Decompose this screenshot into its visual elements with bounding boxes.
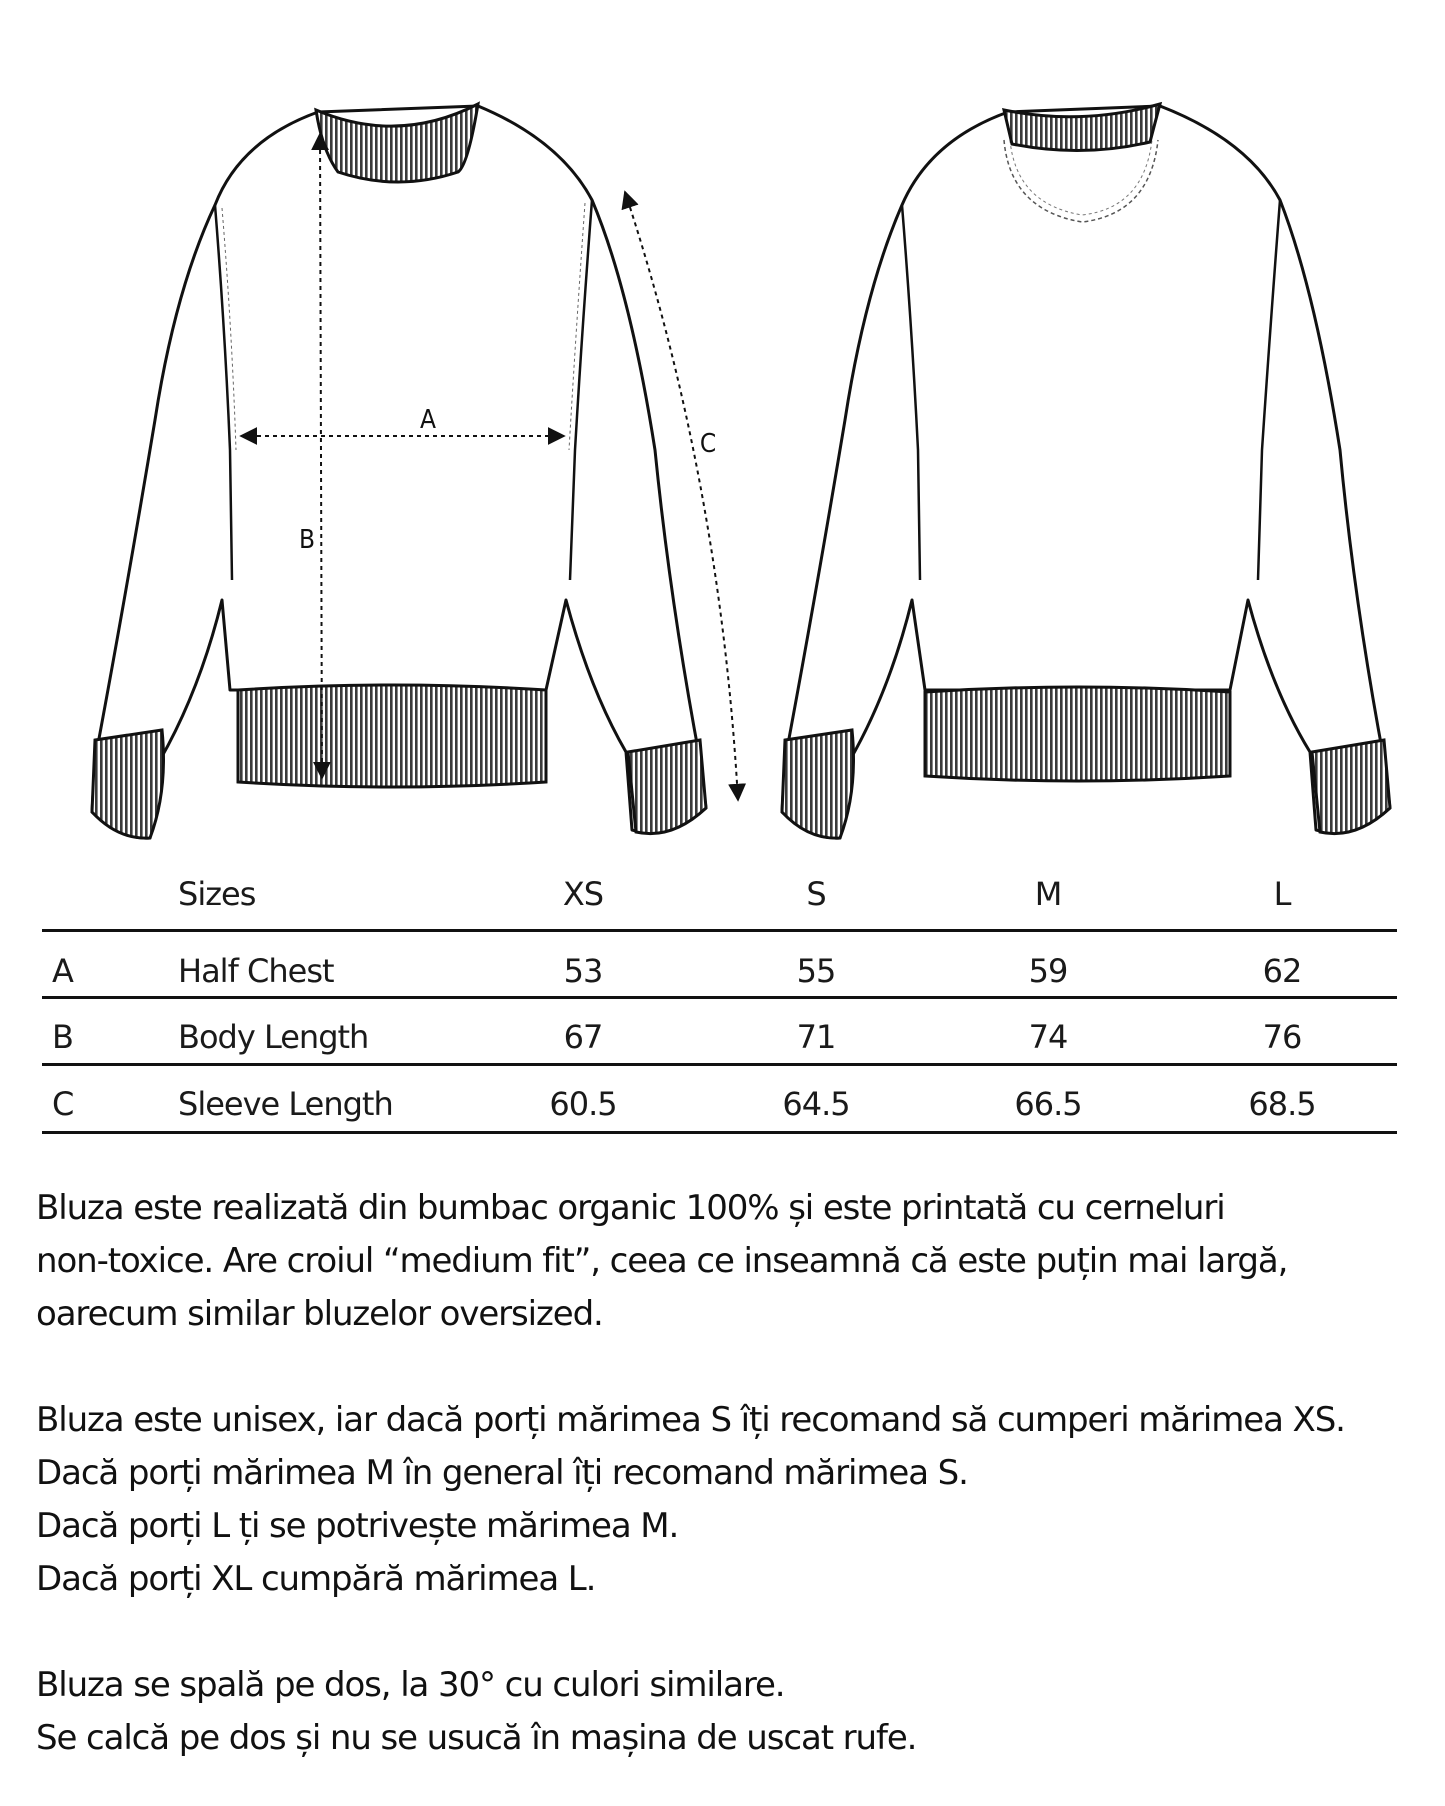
- table-cell: 64.5: [782, 1085, 850, 1123]
- table-cell: 55: [796, 952, 836, 990]
- row-measurement-name: Body Length: [178, 1018, 369, 1056]
- table-cell: 74: [1028, 1018, 1068, 1056]
- garment-diagrams: [0, 0, 1445, 860]
- size-header-s: S: [806, 875, 826, 913]
- sizing-advice-line: Dacă porți XL cumpără mărimea L.: [36, 1559, 596, 1599]
- dimension-b-label: B: [298, 525, 316, 555]
- table-cell: 68.5: [1248, 1085, 1316, 1123]
- size-header-l: L: [1273, 875, 1291, 913]
- care-instructions-line: Se calcă pe dos și nu se usucă în mașina de uscat rufe.: [36, 1718, 917, 1758]
- sizing-advice-line: Bluza este unisex, iar dacă porți mărimea S îți recomand să cumperi mărimea XS.: [36, 1400, 1345, 1440]
- size-chart-table: [42, 860, 1397, 1140]
- row-measurement-name: Sleeve Length: [178, 1085, 393, 1123]
- product-description: [36, 1182, 1436, 1765]
- front-right-cuff-rib: [628, 740, 706, 834]
- description-line: oarecum similar bluzelor oversized.: [36, 1294, 603, 1334]
- table-cell: 67: [563, 1018, 603, 1056]
- description-line: non-toxice. Are croiul “medium fit”, ceea ce inseamnă că este puțin mai largă,: [36, 1241, 1288, 1281]
- sizing-advice-line: Dacă porți mărimea M în general îți recomand mărimea S.: [36, 1453, 968, 1493]
- row-letter: B: [52, 1018, 73, 1056]
- back-waist-rib: [925, 687, 1230, 781]
- table-cell: 62: [1262, 952, 1302, 990]
- row-measurement-name: Half Chest: [178, 952, 334, 990]
- table-rule: [42, 1063, 1397, 1066]
- sizing-advice-line: Dacă porți L ți se potrivește mărimea M.: [36, 1506, 679, 1546]
- dimension-a-label: A: [420, 405, 436, 435]
- sweatshirt-front-drawing: [92, 104, 706, 838]
- table-row: [42, 1074, 1397, 1134]
- sweatshirt-back-drawing: [782, 104, 1390, 838]
- table-header-row: [42, 864, 1397, 924]
- table-rule: [42, 996, 1397, 999]
- dimension-c-label: C: [699, 429, 717, 459]
- table-rule: [42, 929, 1397, 932]
- table-cell: 53: [563, 952, 603, 990]
- table-cell: 66.5: [1014, 1085, 1082, 1123]
- back-left-cuff-rib: [782, 730, 854, 838]
- size-header-xs: XS: [562, 875, 604, 913]
- table-cell: 71: [796, 1018, 836, 1056]
- care-instructions-line: Bluza se spală pe dos, la 30° cu culori similare.: [36, 1665, 785, 1705]
- back-right-cuff-rib: [1312, 740, 1390, 834]
- table-cell: 60.5: [549, 1085, 617, 1123]
- table-rule: [42, 1131, 1397, 1134]
- table-row: [42, 941, 1397, 1001]
- table-row: [42, 1007, 1397, 1067]
- table-cell: 59: [1028, 952, 1068, 990]
- row-letter: C: [52, 1085, 74, 1123]
- size-header-m: M: [1034, 875, 1062, 913]
- table-cell: 76: [1262, 1018, 1302, 1056]
- row-letter: A: [52, 952, 73, 990]
- sizes-header: Sizes: [178, 875, 256, 913]
- front-left-cuff-rib: [92, 730, 164, 838]
- description-line: Bluza este realizată din bumbac organic 100% și este printată cu cerneluri: [36, 1188, 1225, 1228]
- front-waist-rib: [238, 685, 546, 787]
